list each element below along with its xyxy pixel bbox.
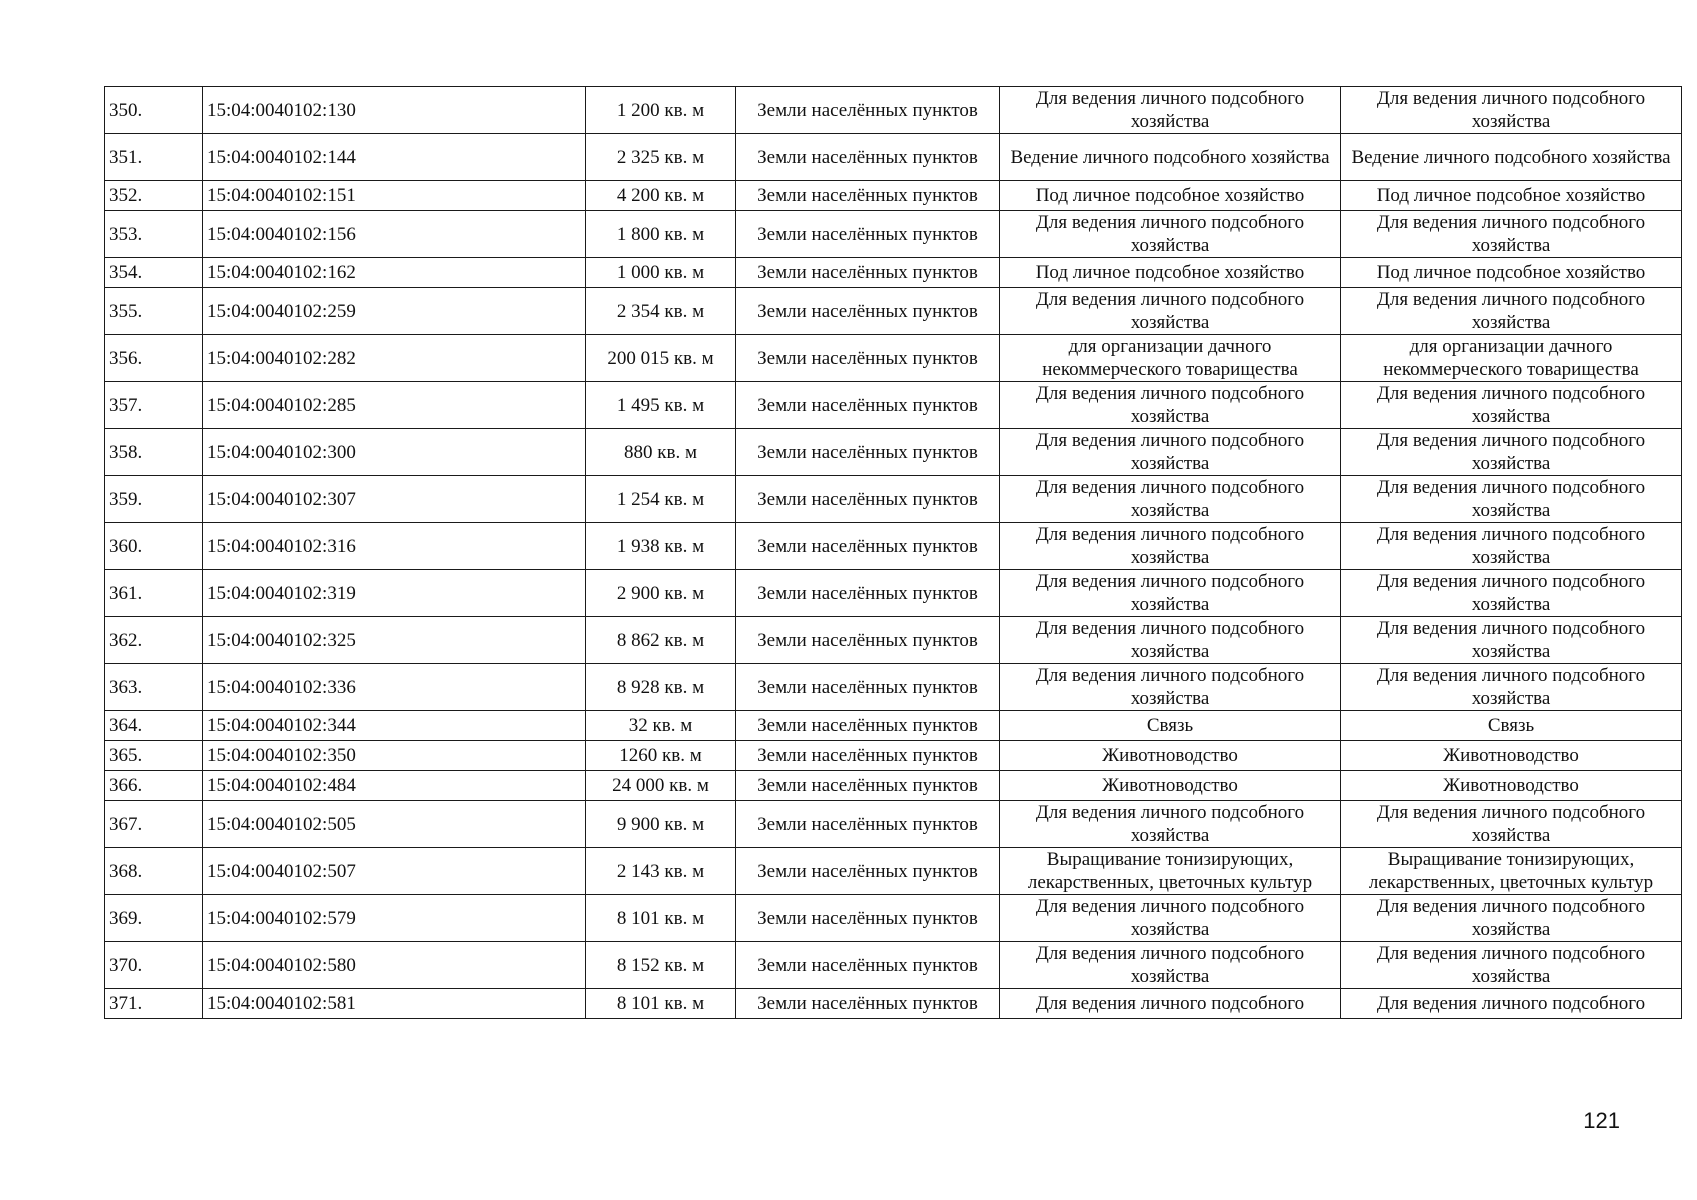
table-row (105, 848, 1682, 895)
use-type-cell: Для ведения личного подсобного (1000, 989, 1341, 1019)
row-number-cell: 360. (105, 523, 203, 570)
permitted-use-cell: Ведение личного подсобного хозяйства (1341, 134, 1682, 181)
table-row (105, 258, 1682, 288)
table-body (105, 87, 1682, 1019)
row-number-cell: 354. (105, 258, 203, 288)
area-cell: 8 101 кв. м (586, 989, 736, 1019)
area-cell: 1 254 кв. м (586, 476, 736, 523)
table-row (105, 523, 1682, 570)
table-row (105, 429, 1682, 476)
use-type-cell: Ведение личного подсобного хозяйства (1000, 134, 1341, 181)
row-number-cell: 361. (105, 570, 203, 617)
area-cell: 880 кв. м (586, 429, 736, 476)
use-type-cell: Для ведения личного подсобного хозяйства (1000, 801, 1341, 848)
row-number-cell: 359. (105, 476, 203, 523)
row-number-cell: 352. (105, 181, 203, 211)
table-row (105, 87, 1682, 134)
cadastral-number-cell: 15:04:0040102:300 (203, 429, 586, 476)
area-cell: 1260 кв. м (586, 741, 736, 771)
table-row (105, 801, 1682, 848)
area-cell: 2 900 кв. м (586, 570, 736, 617)
use-type-cell: Для ведения личного подсобного хозяйства (1000, 288, 1341, 335)
land-category-cell: Земли населённых пунктов (736, 771, 1000, 801)
cadastral-number-cell: 15:04:0040102:130 (203, 87, 586, 134)
row-number-cell: 368. (105, 848, 203, 895)
area-cell: 8 928 кв. м (586, 664, 736, 711)
table-row (105, 771, 1682, 801)
cadastral-number-cell: 15:04:0040102:484 (203, 771, 586, 801)
cadastral-number-cell: 15:04:0040102:282 (203, 335, 586, 382)
use-type-cell: Для ведения личного подсобного хозяйства (1000, 942, 1341, 989)
permitted-use-cell: Животноводство (1341, 771, 1682, 801)
use-type-cell: Для ведения личного подсобного хозяйства (1000, 570, 1341, 617)
cadastral-number-cell: 15:04:0040102:319 (203, 570, 586, 617)
land-category-cell: Земли населённых пунктов (736, 741, 1000, 771)
permitted-use-cell: Выращивание тонизирующих, лекарственных, цветочных культур (1341, 848, 1682, 895)
land-category-cell: Земли населённых пунктов (736, 288, 1000, 335)
area-cell: 1 800 кв. м (586, 211, 736, 258)
cadastral-number-cell: 15:04:0040102:350 (203, 741, 586, 771)
use-type-cell: для организации дачного некоммерческого товарищества (1000, 335, 1341, 382)
land-category-cell: Земли населённых пунктов (736, 211, 1000, 258)
row-number-cell: 362. (105, 617, 203, 664)
permitted-use-cell: Для ведения личного подсобного (1341, 989, 1682, 1019)
use-type-cell: Для ведения личного подсобного хозяйства (1000, 476, 1341, 523)
cadastral-number-cell: 15:04:0040102:156 (203, 211, 586, 258)
area-cell: 2 354 кв. м (586, 288, 736, 335)
area-cell: 9 900 кв. м (586, 801, 736, 848)
permitted-use-cell: для организации дачного некоммерческого товарищества (1341, 335, 1682, 382)
use-type-cell: Для ведения личного подсобного хозяйства (1000, 87, 1341, 134)
row-number-cell: 353. (105, 211, 203, 258)
land-category-cell: Земли населённых пунктов (736, 801, 1000, 848)
permitted-use-cell: Для ведения личного подсобного хозяйства (1341, 288, 1682, 335)
land-category-cell: Земли населённых пунктов (736, 895, 1000, 942)
land-category-cell: Земли населённых пунктов (736, 942, 1000, 989)
cadastral-number-cell: 15:04:0040102:344 (203, 711, 586, 741)
table-row (105, 476, 1682, 523)
area-cell: 4 200 кв. м (586, 181, 736, 211)
land-category-cell: Земли населённых пунктов (736, 476, 1000, 523)
table-row (105, 895, 1682, 942)
area-cell: 1 200 кв. м (586, 87, 736, 134)
row-number-cell: 371. (105, 989, 203, 1019)
cadastral-number-cell: 15:04:0040102:285 (203, 382, 586, 429)
land-category-cell: Земли населённых пунктов (736, 617, 1000, 664)
row-number-cell: 350. (105, 87, 203, 134)
area-cell: 1 938 кв. м (586, 523, 736, 570)
land-category-cell: Земли населённых пунктов (736, 664, 1000, 711)
table-row (105, 211, 1682, 258)
land-category-cell: Земли населённых пунктов (736, 335, 1000, 382)
use-type-cell: Под личное подсобное хозяйство (1000, 258, 1341, 288)
use-type-cell: Для ведения личного подсобного хозяйства (1000, 429, 1341, 476)
row-number-cell: 370. (105, 942, 203, 989)
land-category-cell: Земли населённых пунктов (736, 570, 1000, 617)
table-row (105, 711, 1682, 741)
cadastral-number-cell: 15:04:0040102:580 (203, 942, 586, 989)
row-number-cell: 367. (105, 801, 203, 848)
land-category-cell: Земли населённых пунктов (736, 382, 1000, 429)
row-number-cell: 356. (105, 335, 203, 382)
cadastral-number-cell: 15:04:0040102:507 (203, 848, 586, 895)
permitted-use-cell: Для ведения личного подсобного хозяйства (1341, 429, 1682, 476)
use-type-cell: Для ведения личного подсобного хозяйства (1000, 895, 1341, 942)
use-type-cell: Под личное подсобное хозяйство (1000, 181, 1341, 211)
cadastral-number-cell: 15:04:0040102:579 (203, 895, 586, 942)
table-row (105, 134, 1682, 181)
table-row (105, 617, 1682, 664)
use-type-cell: Животноводство (1000, 741, 1341, 771)
area-cell: 8 152 кв. м (586, 942, 736, 989)
use-type-cell: Животноводство (1000, 771, 1341, 801)
row-number-cell: 351. (105, 134, 203, 181)
permitted-use-cell: Для ведения личного подсобного хозяйства (1341, 942, 1682, 989)
land-category-cell: Земли населённых пунктов (736, 523, 1000, 570)
land-category-cell: Земли населённых пунктов (736, 989, 1000, 1019)
permitted-use-cell: Для ведения личного подсобного хозяйства (1341, 801, 1682, 848)
area-cell: 2 143 кв. м (586, 848, 736, 895)
area-cell: 1 000 кв. м (586, 258, 736, 288)
row-number-cell: 365. (105, 741, 203, 771)
permitted-use-cell: Связь (1341, 711, 1682, 741)
cadastral-number-cell: 15:04:0040102:581 (203, 989, 586, 1019)
cadastral-number-cell: 15:04:0040102:259 (203, 288, 586, 335)
area-cell: 200 015 кв. м (586, 335, 736, 382)
land-category-cell: Земли населённых пунктов (736, 87, 1000, 134)
cadastral-number-cell: 15:04:0040102:505 (203, 801, 586, 848)
cadastral-number-cell: 15:04:0040102:151 (203, 181, 586, 211)
table-row (105, 288, 1682, 335)
table-row (105, 942, 1682, 989)
permitted-use-cell: Под личное подсобное хозяйство (1341, 181, 1682, 211)
permitted-use-cell: Для ведения личного подсобного хозяйства (1341, 211, 1682, 258)
area-cell: 24 000 кв. м (586, 771, 736, 801)
permitted-use-cell: Для ведения личного подсобного хозяйства (1341, 382, 1682, 429)
table-row (105, 664, 1682, 711)
row-number-cell: 366. (105, 771, 203, 801)
cadastral-number-cell: 15:04:0040102:144 (203, 134, 586, 181)
cadastral-number-cell: 15:04:0040102:162 (203, 258, 586, 288)
cadastral-number-cell: 15:04:0040102:336 (203, 664, 586, 711)
land-category-cell: Земли населённых пунктов (736, 258, 1000, 288)
use-type-cell: Для ведения личного подсобного хозяйства (1000, 664, 1341, 711)
land-category-cell: Земли населённых пунктов (736, 181, 1000, 211)
use-type-cell: Для ведения личного подсобного хозяйства (1000, 617, 1341, 664)
row-number-cell: 358. (105, 429, 203, 476)
permitted-use-cell: Животноводство (1341, 741, 1682, 771)
table-row (105, 181, 1682, 211)
cadastral-number-cell: 15:04:0040102:316 (203, 523, 586, 570)
use-type-cell: Для ведения личного подсобного хозяйства (1000, 523, 1341, 570)
page-number: 121 (1583, 1108, 1620, 1133)
land-category-cell: Земли населённых пунктов (736, 848, 1000, 895)
cadastral-number-cell: 15:04:0040102:325 (203, 617, 586, 664)
permitted-use-cell: Для ведения личного подсобного хозяйства (1341, 476, 1682, 523)
permitted-use-cell: Для ведения личного подсобного хозяйства (1341, 664, 1682, 711)
permitted-use-cell: Для ведения личного подсобного хозяйства (1341, 87, 1682, 134)
table-row (105, 989, 1682, 1019)
permitted-use-cell: Для ведения личного подсобного хозяйства (1341, 570, 1682, 617)
row-number-cell: 369. (105, 895, 203, 942)
permitted-use-cell: Для ведения личного подсобного хозяйства (1341, 617, 1682, 664)
area-cell: 32 кв. м (586, 711, 736, 741)
table-row (105, 382, 1682, 429)
permitted-use-cell: Для ведения личного подсобного хозяйства (1341, 523, 1682, 570)
land-category-cell: Земли населённых пунктов (736, 134, 1000, 181)
use-type-cell: Выращивание тонизирующих, лекарственных, цветочных культур (1000, 848, 1341, 895)
row-number-cell: 355. (105, 288, 203, 335)
row-number-cell: 357. (105, 382, 203, 429)
area-cell: 8 101 кв. м (586, 895, 736, 942)
land-category-cell: Земли населённых пунктов (736, 711, 1000, 741)
area-cell: 8 862 кв. м (586, 617, 736, 664)
land-plots-table (104, 86, 1682, 1019)
use-type-cell: Связь (1000, 711, 1341, 741)
land-category-cell: Земли населённых пунктов (736, 429, 1000, 476)
table-row (105, 335, 1682, 382)
table-row (105, 570, 1682, 617)
row-number-cell: 363. (105, 664, 203, 711)
permitted-use-cell: Для ведения личного подсобного хозяйства (1341, 895, 1682, 942)
area-cell: 2 325 кв. м (586, 134, 736, 181)
use-type-cell: Для ведения личного подсобного хозяйства (1000, 382, 1341, 429)
cadastral-number-cell: 15:04:0040102:307 (203, 476, 586, 523)
use-type-cell: Для ведения личного подсобного хозяйства (1000, 211, 1341, 258)
table-row (105, 741, 1682, 771)
permitted-use-cell: Под личное подсобное хозяйство (1341, 258, 1682, 288)
row-number-cell: 364. (105, 711, 203, 741)
area-cell: 1 495 кв. м (586, 382, 736, 429)
